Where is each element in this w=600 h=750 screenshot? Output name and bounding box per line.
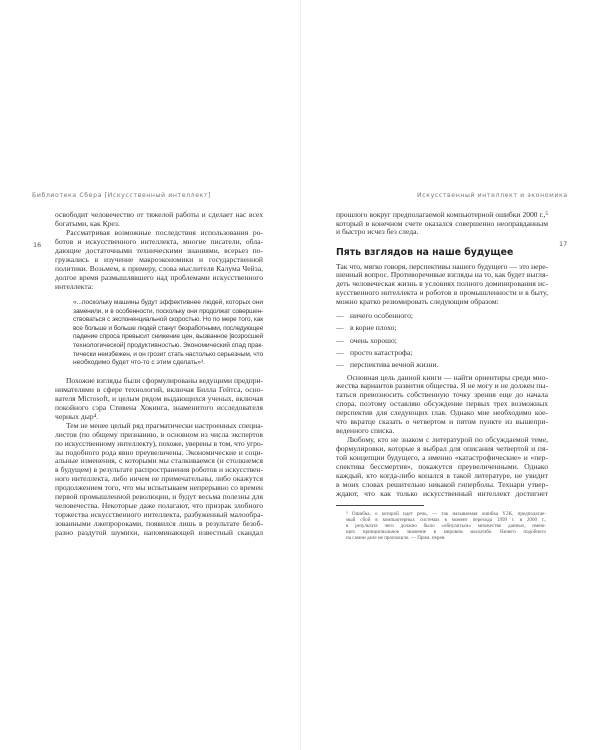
footnote-rule [336,505,424,506]
text-line: разно раздутой шумихи, напоминающей известный скандал [55,528,263,537]
text-line: той концепции будущего, а именно «катастрофические» и «пер- [336,453,548,462]
text-line: листов (по общему признанию, в основном из числа экспертов [55,430,263,439]
intro-text [336,263,548,308]
body-text-top [336,211,548,237]
text-line: и быстро исчез без следа. [336,228,419,237]
text-line: падение спроса превысит снижение цен, вызванное [возросшей [73,333,263,341]
text-line: Основная цель данной книги — найти ориентиры среди мно- [347,373,548,382]
text-line: ⁵ Ошибка, о которой идет речь, — так называемая ошибка Y2K, предполагае- [346,511,546,517]
text-line: альные изменения, с которыми мы сталкиваемся (и столкнемся [55,457,263,466]
dash-bullet: — [336,360,344,370]
text-line: щих принципиальное значение в мировом масштабе. Ничего подобного [346,529,546,535]
text-line: человечества. Некоторые даже полагают, что призрак злобного [55,502,263,511]
body-text-top [55,211,263,291]
text-line: по искусственному интеллекту), похоже, уверены в том, что угро- [55,439,263,448]
text-line: в моих словах решительно никакой гиперболы. Технари утвер- [336,480,548,489]
text-line: Так что, мягко говоря, перспективы нашего будущего — это нере- [336,262,548,271]
text-line: все больше и больше людей станут безработными, последующее [73,324,263,332]
text-line: Рассматривая возможные последствия использования ро- [66,228,263,237]
text-line: торжества искусственного интеллекта, разбуженный малообра- [55,511,263,520]
list-item [336,359,548,371]
text-line: «...поскольку машины будут эффективнее людей, которых они [73,299,263,306]
page-number: 17 [559,240,568,248]
text-line: спора, поэтому оставляю обсуждение первых трех возможных [336,400,548,409]
text-line: нимателями в сфере технологий, включая Билла Гейтса, осно- [55,385,263,394]
text-line: ждают, что как только искусственный интеллект достигнет [336,489,548,498]
text-line: можно кратко резюмировать следующим образом: [336,298,499,307]
list-item [336,347,548,359]
text-line: в результате чего должно было «обнулиться» множество данных, имею- [346,523,546,529]
text-line: долгое время размышлявшего над проблемами искусственного [55,273,263,282]
text-line: деть человеческая жизнь в условиях полного доминирования ис- [336,280,548,289]
bulleted-list [336,310,548,371]
text-line: формулировки, которые я выбрал для описания четвертой и пя- [336,445,548,453]
text-line: вателя Microsoft, и целым рядом выдающихся ученых, включая [55,394,263,403]
text-line: веденного списка. [336,427,395,436]
dash-bullet: — [336,311,344,320]
text-line: Любому, кто не знаком с литературой по обсуждаемой теме, [347,436,548,445]
text-line: политики. Возьмем, к примеру, слова мыслителя Калума Чейза, [55,264,263,273]
text-line: покойного сэра Стивена Хокинга, знаменитого исследователя [55,403,263,412]
dash-bullet: — [336,335,344,345]
text-line: спектива бессмертия», покажутся преувеличенными. Однако [336,462,548,471]
text-line: гружались в изучение макроэкономики и государственной [55,255,263,264]
text-line: заменили, и в особенности, поскольку они продолжат совершен- [73,307,263,315]
list-item [336,310,548,322]
text-line: продолжением того, что мы испытываем непрерывно со времен [55,484,263,493]
right-page [300,0,600,750]
text-line: ботов и искусственного интеллекта, многие писатели, обла- [55,237,263,246]
text-line: ного интеллекта, либо ничем не примечательны, либо окажутся [55,475,263,484]
text-line: что вкратце сказать о четвертом и пятом пункте из вышепри- [336,418,548,427]
text-line: черных дыр⁴. [55,412,99,421]
block-quote [73,299,263,368]
page-number: 16 [33,241,42,249]
list-item-text: перспектива вечной жизни. [350,360,439,370]
text-line: прошлого вокруг предполагаемой компьютерной ошибки 2000 г.,⁵ [336,211,548,219]
text-line: который в конечном счете оказался совершенно неоправданным [336,219,548,228]
text-line: Тем не менее целый ряд прагматически настроенных специа- [66,421,263,430]
text-line: в будущем) в результате распространения роботов и искусствен- [55,466,263,475]
dash-bullet: — [336,347,344,357]
text-line: необходимо будет что-то с этим сделать»³. [73,359,205,367]
body-text-bottom [336,374,548,499]
text-line: тически неизбежен, и он грозит стать настолько серьезным, что [73,350,263,358]
list-item [336,322,548,334]
text-line: кусственного интеллекта и роботов в промышленности и в быту, [336,289,548,298]
text-line: богатыми, как Крез. [55,219,120,228]
text-line: таться превозносить собственную точку зрения еще до начала [336,391,548,400]
list-item [336,335,548,347]
text-line: освободит человечество от тяжелой работы и сделает нас всех [55,211,263,219]
section-heading: Пять взглядов на наше будущее [336,247,514,258]
text-line: технологической] продуктивностью. Экономический спад прак- [73,341,263,349]
text-line: зы подобного рода явно преувеличены. Экономические и соци- [55,448,263,457]
text-line: Похожие взгляды были сформулированы ведущими предпри- [66,377,263,385]
list-item-text: просто катастрофа; [350,347,413,357]
text-line: первой промышленной революции, и будут весьма полезны для [55,493,263,502]
text-line: жества вариантов развития общества. Я не могу и не должен пы- [336,382,548,391]
text-line: на самом деле не произошло. — Прим. перев. [346,535,446,541]
text-line: ствоваться с экспоненциальной скоростью. Но по мере того, как [73,316,263,324]
list-item-text: в корне плохо; [350,323,397,333]
running-head: Библиотека Сбера [Искусственный интеллект] [32,192,212,199]
text-line: мый сбой в компьютерных системах в момент перехода 1999 г. в 2000 г., [346,517,546,523]
running-head: Искусственный интеллект и экономика [417,192,568,199]
text-line: интеллекта: [55,282,94,291]
body-text-bottom [55,377,263,538]
text-line: перспектив для следующих глав. Однако мне необходимо кое- [336,409,548,418]
text-line: шенный вопрос. Противоречивые взгляды на то, как будет выгля- [336,271,548,280]
dash-bullet: — [336,323,344,333]
list-item-text: ничего особенного; [350,311,413,320]
text-line: зованными лжепророками, появился лишь в результате безоб- [55,520,263,528]
footnote [346,511,546,541]
text-line: каждый, кто когда-либо копался в такой литературе, не увидит [336,471,548,480]
list-item-text: очень хорошо; [350,335,397,345]
text-line: дающие достаточными техническими знаниями, всерьез по- [55,246,263,255]
